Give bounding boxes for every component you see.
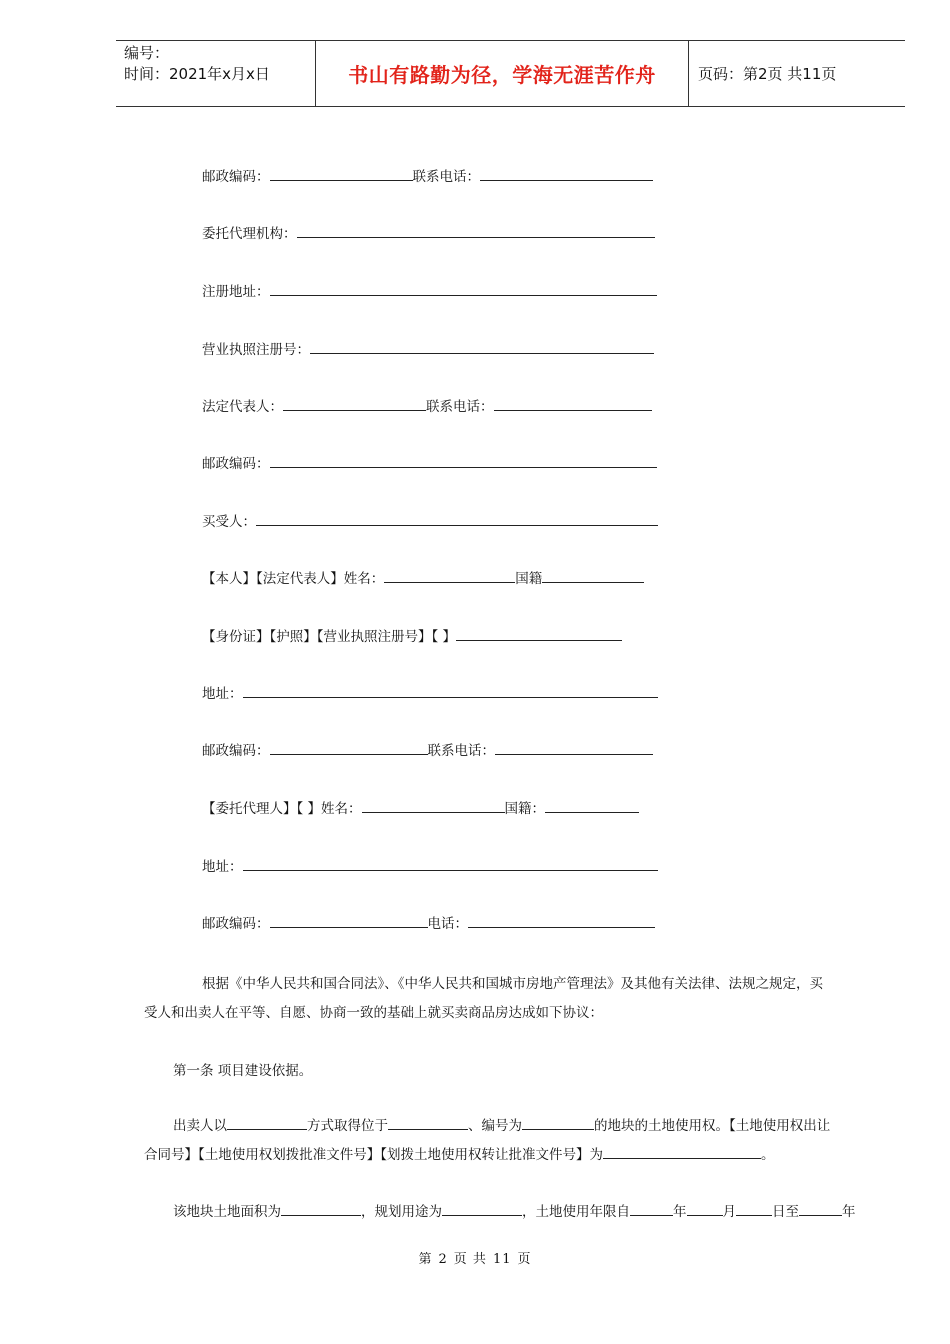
serial-label: 编号： [124,44,170,62]
text-segment: ，规划用途为 [361,1204,442,1220]
agent-name-label: 【委托代理人】【 】姓名： [202,801,362,817]
postal-blank [270,741,428,755]
postal-label: 邮政编码： [202,456,270,472]
text-segment: 。 [761,1147,775,1163]
postal-label: 邮政编码： [202,169,270,185]
agency-blank [297,224,655,238]
phone-label: 联系电话： [426,399,494,415]
form-line-legal-rep [202,397,652,416]
id-types-label: 【身份证】【护照】【营业执照注册号】【 】 [202,629,457,645]
form-line-postal-4 [202,914,655,933]
header-meta [124,43,270,85]
text-segment: 年 [842,1204,856,1220]
header-page-info: 页码：第2页 共11页 [698,65,837,83]
acquisition-method-blank [227,1116,307,1130]
footer-page-number: 2 [438,1252,448,1267]
parcel-number-blank [522,1116,594,1130]
contract-number-blank [603,1145,761,1159]
phone-blank [494,397,652,411]
phone-label: 联系电话： [427,743,495,759]
form-line-license [202,340,654,359]
form-line-agency [202,224,655,243]
license-label: 营业执照注册号： [202,342,310,358]
postal-blank [270,454,657,468]
header-motto-cell [315,41,689,106]
end-year-blank [799,1202,842,1216]
postal-blank [270,167,413,181]
form-line-postal-2 [202,454,657,473]
text-segment: 出卖人以 [173,1118,227,1134]
footer-prefix: 第 [418,1252,433,1267]
text-segment: 日至 [772,1204,799,1220]
land-area-blank [281,1202,361,1216]
buyer-name-blank [384,569,515,583]
form-line-address-2 [202,857,658,876]
form-line-address-1 [202,684,658,703]
location-blank [388,1116,468,1130]
legal-rep-blank [283,397,426,411]
text-segment: 合同号】【土地使用权划拨批准文件号】【划拨土地使用权转让批准文件号】为 [144,1147,603,1163]
reg-address-label: 注册地址： [202,284,270,300]
reg-address-blank [270,282,657,296]
phone-blank [468,914,655,928]
phone-label: 联系电话： [412,169,480,185]
nationality-label: 国籍： [504,801,546,817]
address-label: 地址： [202,686,243,702]
text-segment: 的地块的土地使用权。【土地使用权出让 [594,1118,831,1134]
text-segment: 年 [673,1204,687,1220]
postal-label: 邮政编码： [202,743,270,759]
footer-total-pages: 11 [492,1252,512,1267]
header-motto: 书山有路勤为径，学海无涯苦作舟 [348,63,656,87]
footer-mid: 页 共 [453,1252,487,1267]
article-1-heading: 第一条 项目建设依据。 [173,1063,313,1079]
text-segment: 、编号为 [468,1118,522,1134]
page-header [116,40,905,107]
paragraph-land-use-line-2 [144,1145,775,1164]
paragraph-land-use-line-1 [173,1116,830,1135]
buyer-name-label: 【本人】【法定代表人】姓名： [202,571,385,587]
form-line-postal-3 [202,741,653,760]
start-year-blank [630,1202,673,1216]
form-line-buyer [202,512,658,531]
address-label: 地址： [202,859,243,875]
phone-label: 电话： [427,916,468,932]
address-blank [243,684,658,698]
nationality-label: 国籍 [515,571,543,587]
nationality-blank [542,569,644,583]
paragraph-legal-basis-line-1: 根据《中华人民共和国合同法》、《中华人民共和国城市房地产管理法》及其他有关法律、法规之规定，买 [202,976,823,992]
phone-blank [495,741,653,755]
time-label: 时间：2021年x月x日 [124,65,270,83]
text-segment: ，土地使用年限自 [522,1204,630,1220]
footer-suffix: 页 [517,1252,532,1267]
phone-blank [480,167,653,181]
legal-rep-label: 法定代表人： [202,399,283,415]
start-month-blank [687,1202,723,1216]
page-footer [0,1248,950,1267]
postal-blank [270,914,428,928]
buyer-blank [256,512,658,526]
form-line-buyer-name [202,569,644,588]
start-day-blank [736,1202,772,1216]
form-line-postal-1 [202,167,653,186]
license-blank [310,340,654,354]
buyer-label: 买受人： [202,514,256,530]
text-segment: 该地块土地面积为 [173,1204,281,1220]
postal-label: 邮政编码： [202,916,270,932]
agency-label: 委托代理机构： [202,226,297,242]
agent-name-blank [362,799,505,813]
id-number-blank [456,627,622,641]
form-line-id-types [202,627,622,646]
text-segment: 月 [722,1204,736,1220]
planned-use-blank [442,1202,522,1216]
address-blank [243,857,658,871]
paragraph-land-area [173,1202,856,1221]
form-line-reg-address [202,282,657,301]
nationality-blank [545,799,639,813]
text-segment: 方式取得位于 [307,1118,388,1134]
paragraph-legal-basis-line-2: 受人和出卖人在平等、自愿、协商一致的基础上就买卖商品房达成如下协议： [144,1005,603,1021]
form-line-agent [202,799,639,818]
